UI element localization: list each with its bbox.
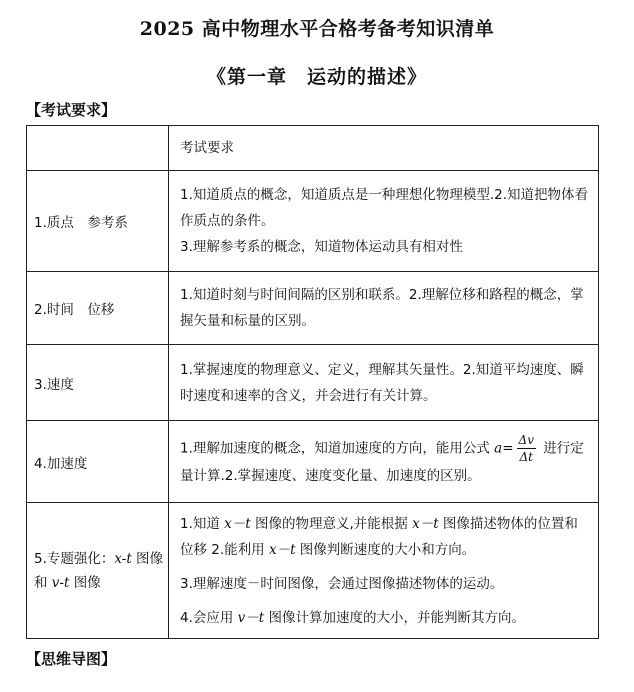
page-title: 2025 高中物理水平合格考备考知识清单 [139,18,495,40]
requirement-line [180,511,590,563]
formula-lhs: a= [494,440,514,457]
requirement-cell [169,272,599,345]
graph-symbol: x－t [268,541,296,558]
requirement-cell [169,421,599,503]
table-row [27,345,599,421]
graph-symbol: x－t [412,515,439,532]
table-row [27,171,599,272]
header-empty-cell [27,126,169,171]
header-cell: 考试要求 [169,126,599,171]
requirement-line: 3.理解参考系的概念，知道物体运动具有相对性 [180,239,463,255]
graph-symbol: v－t [237,609,265,626]
requirement-text: 图像描述物体的位置和位移 2.能利用 [180,515,578,558]
acceleration-formula-fraction [517,434,536,463]
topic-cell: 3.速度 [27,345,169,421]
requirement-cell [169,503,599,639]
topic-graph-vt: v-t [51,574,70,591]
requirement-line: 1.掌握速度的物理意义、定义，理解其矢量性。2.知道平均速度、瞬时速度和速率的含义，并会进行有关计算。 [180,361,584,404]
formula-denominator: Δt [519,450,534,464]
requirement-text: 4.会应用 [180,609,238,626]
requirement-line: 3.理解速度－时间图像，会通过图像描述物体的运动。 [180,575,504,592]
topic-cell: 1.质点 参考系 [27,171,169,272]
topic-graph-xt: x-t [114,550,132,567]
table-row [27,272,599,345]
graph-symbol: x－t [224,515,251,532]
requirement-line: 1.知道时刻与时间间隔的区别和联系。2.理解位移和路程的概念，掌握矢量和标量的区别。 [180,287,584,329]
requirement-text: 图像判断速度的大小和方向。 [295,541,476,558]
requirement-cell [169,171,599,272]
requirement-text: 1.知道 [180,515,225,532]
requirement-text: 图像计算加速度的大小，并能判断其方向。 [264,609,526,626]
formula-numerator: Δv [518,433,534,447]
requirement-cell [169,345,599,421]
table-row [27,421,599,503]
chapter-title: 《第一章 运动的描述》 [206,66,427,88]
section-heading-mindmap: 【思维导图】 [26,650,117,668]
topic-text: 图像和 [34,550,164,591]
topic-cell: 2.时间 位移 [27,272,169,345]
requirement-text: 进行定量计算.2.掌握速度、速度变化量、加速度的区别。 [180,440,584,484]
requirement-text: 1.理解加速度的概念，知道加速度的方向，能用公式 [180,440,495,457]
requirement-line: 1.知道质点的概念，知道质点是一种理想化物理模型.2.知道把物体看作质点的条件。 [180,187,589,229]
topic-text: 5.专题强化： [34,550,115,567]
requirement-text: 图像的物理意义,并能根据 [250,515,413,532]
topic-text: 图像 [69,574,101,591]
section-heading-requirements: 【考试要求】 [26,101,117,119]
topic-cell: 4.加速度 [27,421,169,503]
topic-cell [27,503,169,639]
requirement-line [180,605,590,631]
table-row [27,503,599,639]
table-header-row [27,126,599,171]
requirements-table [26,125,599,639]
